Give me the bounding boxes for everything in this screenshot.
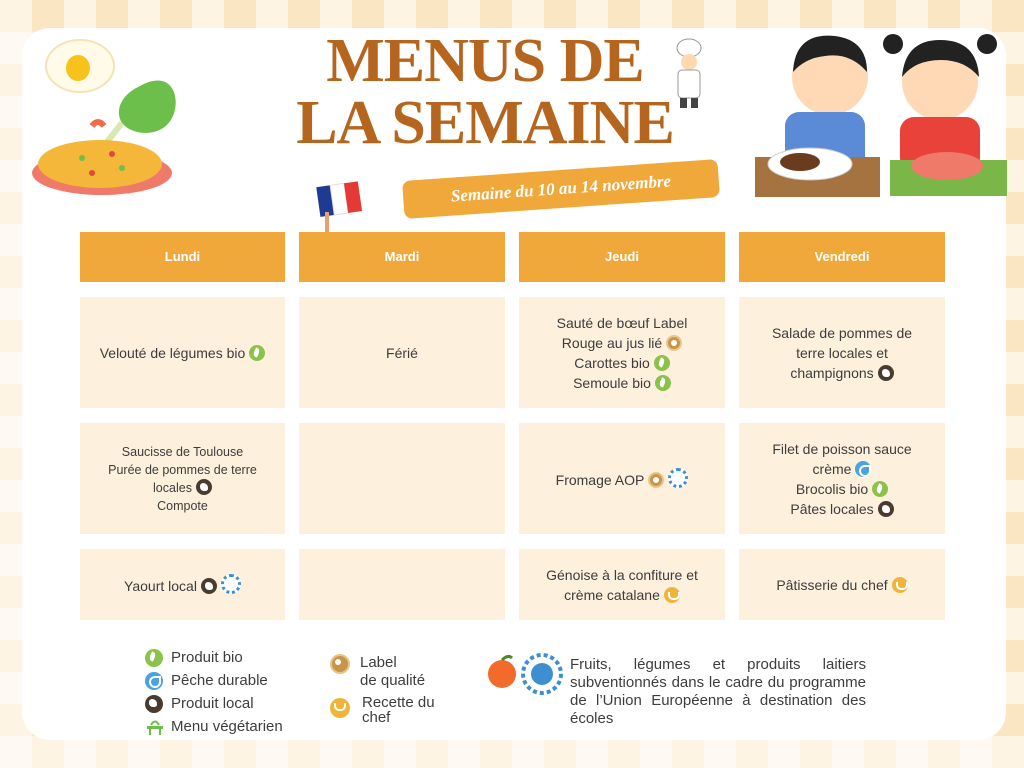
menu-item: Salade de pommes de	[771, 324, 913, 341]
local-icon	[878, 501, 894, 517]
lundi-starter	[80, 297, 285, 408]
menu-item: champignons	[790, 364, 874, 381]
jeudi-starter	[519, 297, 725, 408]
bio-icon	[655, 375, 671, 391]
menu-item: Sauté de bœuf Label	[556, 314, 688, 331]
fish-icon	[145, 672, 163, 690]
menu-item: Saucisse de Toulouse	[121, 444, 244, 459]
vendredi-starter	[739, 297, 945, 408]
chef-recipe-icon	[892, 577, 908, 593]
mardi-starter	[299, 297, 505, 408]
kids-eating-illustration	[755, 22, 1007, 200]
menu-item: Génoise à la confiture et	[546, 566, 698, 583]
day-header-jeudi: Jeudi	[519, 232, 725, 282]
vendredi-dessert	[739, 549, 945, 620]
mardi-dessert	[299, 549, 505, 620]
bio-icon	[872, 481, 888, 497]
local-icon	[196, 479, 212, 495]
eu-school-program-icon	[520, 652, 564, 696]
legend-chef: Recette du chef	[330, 694, 435, 727]
local-icon	[145, 695, 163, 713]
menu-item: Purée de pommes de terre	[108, 462, 257, 477]
menu-item: Fromage AOP	[555, 471, 645, 488]
fish-icon	[855, 461, 871, 477]
legend-veg: Menu végétarien	[145, 715, 283, 738]
menu-item: locales	[153, 480, 192, 495]
day-header-vendredi: Vendredi	[739, 232, 945, 282]
legend-middle	[330, 654, 435, 727]
jeudi-main	[519, 423, 725, 534]
menu-item: crème catalane	[564, 586, 660, 603]
legend-local: Produit local	[145, 692, 283, 715]
chef-recipe-icon	[330, 698, 350, 718]
quality-label-icon	[666, 335, 682, 351]
eu-school-program-icon	[221, 574, 241, 594]
quality-label-icon	[648, 472, 664, 488]
local-icon	[878, 365, 894, 381]
menu-item: Compote	[157, 498, 208, 513]
fruit-logo-icon	[484, 654, 520, 690]
chef-recipe-icon	[664, 587, 680, 603]
legend-quality: Label de qualité	[330, 654, 435, 694]
menu-item: Férié	[386, 344, 418, 361]
day-header-lundi: Lundi	[80, 232, 285, 282]
legend-bio: Produit bio	[145, 646, 283, 669]
eu-program-notice: Fruits, légumes et produits laitiers subventionnés dans le cadre du programme de l’Union Européenne à destination des écoles	[570, 656, 866, 727]
menu-item: Rouge au jus lié	[561, 334, 663, 351]
vegetarian-icon	[145, 718, 165, 736]
day-header-mardi: Mardi	[299, 232, 505, 282]
week-banner: Semaine du 10 au 14 novembre	[402, 159, 720, 219]
title-line-1: MENUS DE	[326, 27, 644, 95]
menu-item: terre locales et	[796, 344, 888, 361]
menu-item: crème	[812, 460, 852, 477]
menu-item: Velouté de légumes bio	[99, 344, 246, 361]
legend-left	[145, 646, 283, 738]
eu-school-program-icon	[668, 468, 688, 488]
title-line-2: LA SEMAINE	[296, 89, 674, 157]
menu-item: Yaourt local	[124, 577, 197, 594]
mardi-main	[299, 423, 505, 534]
lundi-main	[80, 423, 285, 534]
page-title	[265, 27, 705, 157]
menu-item: Carottes bio	[574, 354, 650, 371]
lundi-dessert	[80, 549, 285, 620]
quality-label-icon	[330, 654, 350, 674]
bio-icon	[654, 355, 670, 371]
menu-item: Pâtes locales	[790, 500, 874, 517]
bio-icon	[145, 649, 163, 667]
jeudi-dessert	[519, 549, 725, 620]
food-illustration	[22, 28, 202, 203]
vendredi-main	[739, 423, 945, 534]
menu-item: Pâtisserie du chef	[776, 576, 888, 593]
menu-item: Filet de poisson sauce	[772, 440, 912, 457]
menu-item: Brocolis bio	[795, 480, 869, 497]
bio-icon	[249, 345, 265, 361]
legend-fish: Pêche durable	[145, 669, 283, 692]
local-icon	[201, 578, 217, 594]
menu-item: Semoule bio	[573, 374, 651, 391]
